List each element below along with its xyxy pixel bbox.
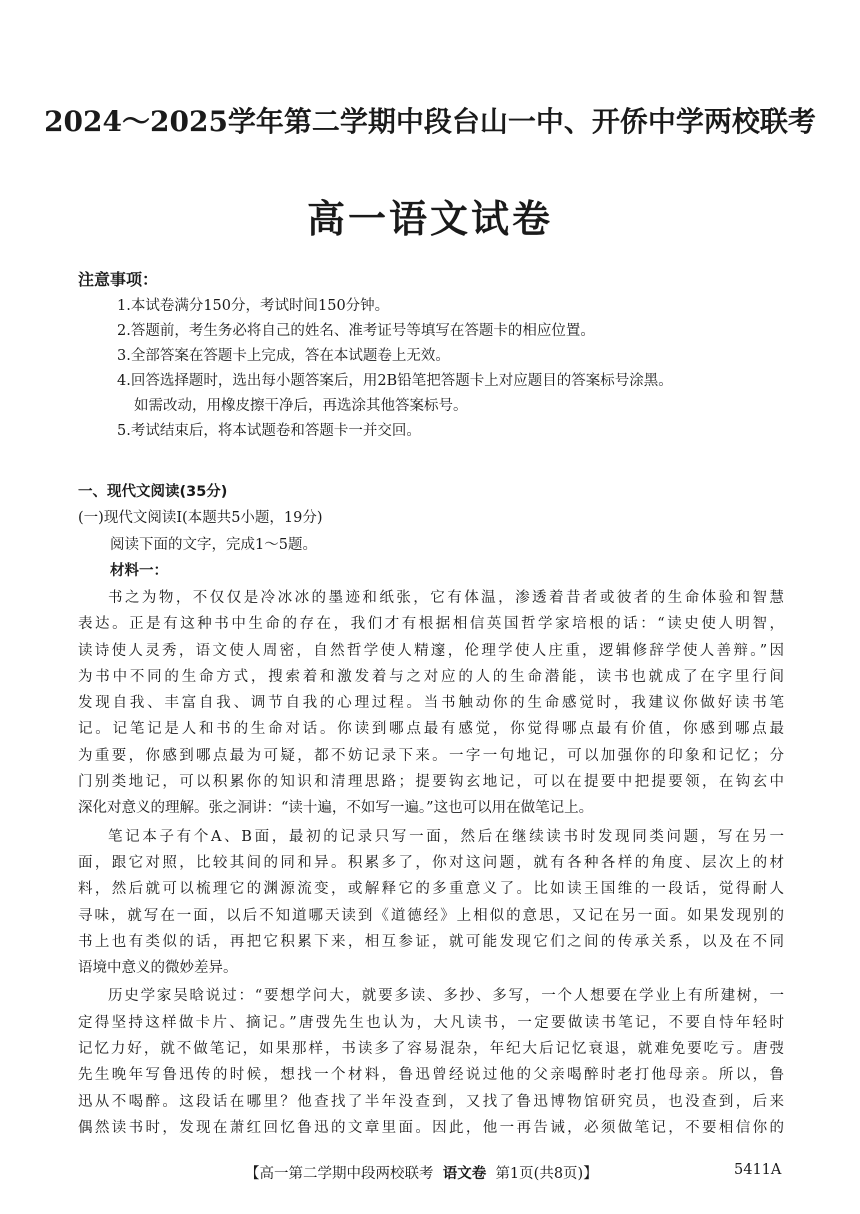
passage-line: 读诗使人灵秀，语文使人周密，自然哲学使人精邃，伦理学使人庄重，逻辑修辞学使人善辩。”因 <box>78 642 784 659</box>
passage-line: 表达。正是有这种书中生命的存在，我们才有根据相信英国哲学家培根的话：“读史使人明智， <box>78 616 784 633</box>
passage-line: 门别类地记，可以积累你的知识和清理思路；提要钩玄地记，可以在提要中把提要领，在钩玄中 <box>78 774 784 791</box>
footer-label <box>245 1162 598 1183</box>
passage-line: 发现自我、丰富自我、调节自我的心理过程。当书触动你的生命感觉时，我建议你做好读书笔 <box>78 695 784 712</box>
passage-line: 料，然后就可以梳理它的渊源流变，或解释它的多重意义了。比如读王国维的一段话，觉得耐人 <box>78 881 784 898</box>
passage-line: 为重要，你感到哪点最为可疑，都不妨记录下来。一字一句地记，可以加强你的印象和记忆；分 <box>78 747 784 764</box>
notice-item: 4.回答选择题时，选出每小题答案后，用2B铅笔把答题卡上对应题目的答案标号涂黑。 <box>117 373 673 389</box>
passage-line: 语境中意义的微妙差异。 <box>78 960 238 977</box>
reading-instruction: 阅读下面的文字，完成1～5题。 <box>110 537 317 553</box>
section-heading: 一、现代文阅读(35分) <box>78 484 228 500</box>
footer-page-info: 第1页(共8页)】 <box>495 1166 598 1182</box>
passage-line: 面，跟它对照，比较其间的同和异。积累多了，你对这问题，就有各种各样的角度、层次上的材 <box>78 854 784 871</box>
exam-title: 2024～2025学年第二学期中段台山一中、开侨中学两校联考 <box>44 105 816 138</box>
passage-line: 定得坚持这样做卡片、摘记。”唐弢先生也认为，大凡读书，一定要做读书笔记，不要自恃年轻时 <box>78 1014 784 1031</box>
passage-line: 历史学家吴晗说过：“要想学问大，就要多读、多抄、多写，一个人想要在学业上有所建树，一 <box>108 988 784 1005</box>
notice-item: 5.考试结束后，将本试题卷和答题卡一并交回。 <box>117 423 421 439</box>
passage-line: 笔记本子有个A、B面，最初的记录只写一面，然后在继续读书时发现同类问题，写在另一 <box>108 828 784 845</box>
passage-line: 先生晚年写鲁迅传的时候，想找一个材料，鲁迅曾经说过他的父亲喝醉时老打他母亲。所以，鲁 <box>78 1067 784 1084</box>
passage-line: 寻味，就写在一面，以后不知道哪天读到《道德经》上相似的意思，又记在另一面。如果发现别的 <box>78 907 784 924</box>
passage-line: 深化对意义的理解。张之洞讲：“读十遍，不如写一遍。”这也可以用在做笔记上。 <box>78 800 594 817</box>
subsection-heading: (一)现代文阅读Ⅰ(本题共5小题，19分) <box>78 510 323 526</box>
passage-text <box>78 585 784 1141</box>
passage-line: 记。记笔记是人和书的生命对话。你读到哪点最有感觉，你觉得哪点最有价值，你感到哪点最 <box>78 721 784 738</box>
notice-list <box>117 294 817 444</box>
footer-subject: 语文卷 <box>442 1166 487 1182</box>
passage-line: 为书中不同的生命方式，搜索着和激发着与之对应的人的生命潜能，读书也就成了在字里行间 <box>78 668 784 685</box>
notice-item-continuation: 如需改动，用橡皮擦干净后，再选涂其他答案标号。 <box>134 398 468 414</box>
notice-item: 1.本试卷满分150分，考试时间150分钟。 <box>117 298 390 314</box>
notice-heading: 注意事项： <box>78 270 159 289</box>
passage-line: 偶然读书时，发现在萧红回忆鲁迅的文章里面。因此，他一再告诫，必须做笔记，不要相信你的 <box>78 1119 784 1136</box>
material-label: 材料一： <box>110 563 168 579</box>
passage-line: 书上也有类似的话，再把它积累下来，相互参证，就可能发现它们之间的传承关系，以及在不同 <box>78 933 784 950</box>
paper-title: 高一语文试卷 <box>306 197 553 241</box>
passage-line: 记忆力好，就不做笔记，如果那样，书读多了容易混杂，年纪大后记忆衰退，就难免要吃亏。唐弢 <box>78 1041 784 1058</box>
footer-prefix: 【高一第二学期中段两校联考 <box>245 1166 434 1182</box>
passage-line: 书之为物，不仅仅是冷冰冰的墨迹和纸张，它有体温，渗透着昔者或彼者的生命体验和智慧 <box>108 590 784 606</box>
paper-code: 5411A <box>734 1162 782 1178</box>
notice-item: 2.答题前，考生务必将自己的姓名、准考证号等填写在答题卡的相应位置。 <box>117 323 595 339</box>
passage-line: 迅从不喝醉。这段话在哪里？他查找了半年没查到，又找了鲁迅博物馆研究员，也没查到，后来 <box>78 1093 784 1110</box>
notice-item: 3.全部答案在答题卡上完成，答在本试题卷上无效。 <box>117 348 450 364</box>
